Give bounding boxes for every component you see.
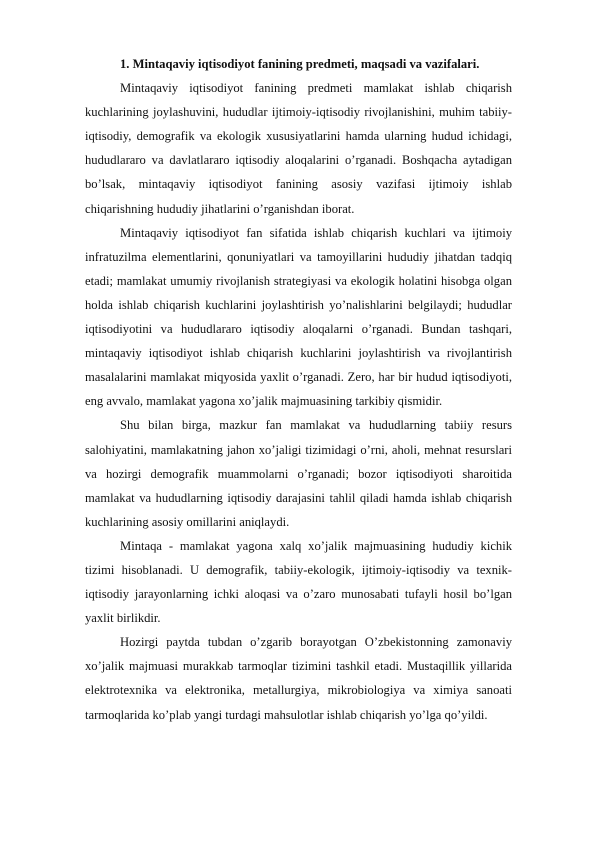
- paragraph-2: Mintaqaviy iqtisodiyot fan sifatida ishlab chiqarish kuchlari va ijtimoiy infratuzilma elementlarini, qonuniyatlari va tamoyillarini hududiy jihatdan tadqiq etadi; mamlakat umumiy rivojlanish strategiyasi va ekologik holatini hisobga olgan holda ishlab chiqarish kuchlarini joylashtirish yo’nalishlarini belgilaydi; hududlar iqtisodiyotini va hududlararo iqtisodiy aloqalarni o’rganadi. Bundan tashqari, mintaqaviy iqtisodiyot ishlab chiqarish kuchlarini joylashtirish va rivojlantirish masalalarini mamlakat miqyosida yaxlit o’rganadi. Zero, har bir hudud iqtisodiyoti, eng avvalo, mamlakat yagona xo’jalik majmuasining tarkibiy qismidir.: [85, 225, 512, 409]
- paragraph-1: Mintaqaviy iqtisodiyot fanining predmeti mamlakat ishlab chiqarish kuchlarining joylashuvini, hududlar ijtimoiy-iqtisodiy rivojlanishini, muhim tabiiy-iqtisodiy, demografik va ekologik xususiyatlarini hamda ularning hudud ichidagi, hududlararo va davlatlararo iqtisodiy aloqalarini o’rganadi. Boshqacha aytadigan bo’lsak, mintaqaviy iqtisodiyot fanining asosiy vazifasi ijtimoiy ishlab chiqarishning hududiy jihatlarini o’rganishdan iborat.: [85, 81, 512, 216]
- paragraph-5: Hozirgi paytda tubdan o’zgarib borayotgan O’zbekistonning zamonaviy xo’jalik majmuasi murakkab tarmoqlar tizimini tashkil etadi. Mustaqillik yillarida elektrotexnika va elektronika, metallurgiya, mikrobiologiya va ximiya sanoati tarmoqlarida ko’plab yangi turdagi mahsulotlar ishlab chiqarish yo’lga qo’yildi.: [85, 635, 512, 722]
- paragraph-4: Mintaqa - mamlakat yagona xalq xo’jalik majmuasining hududiy kichik tizimi hisoblanadi. U demografik, tabiiy-ekologik, ijtimoiy-iqtisodiy va texnik-iqtisodiy jarayonlarning ichki aloqasi va o’zaro munosabati tufayli hosil bo’lgan yaxlit birlikdir.: [85, 538, 512, 626]
- document-page: [85, 52, 512, 727]
- paragraph-3: Shu bilan birga, mazkur fan mamlakat va hududlarning tabiiy resurs salohiyatini, mamlakatning jahon xo’jaligi tizimidagi o’rni, aholi, mehnat resurslari va hozirgi demografik muammolarni o’rganadi; bozor iqtisodiyoti sharoitida mamlakat va hududlarning iqtisodiy darajasini tahlil qiladi hamda ishlab chiqarish kuchlarining asosiy omillarini aniqlaydi.: [85, 418, 512, 529]
- section-heading: 1. Mintaqaviy iqtisodiyot fanining predmeti, maqsadi va vazifalari.: [120, 57, 480, 71]
